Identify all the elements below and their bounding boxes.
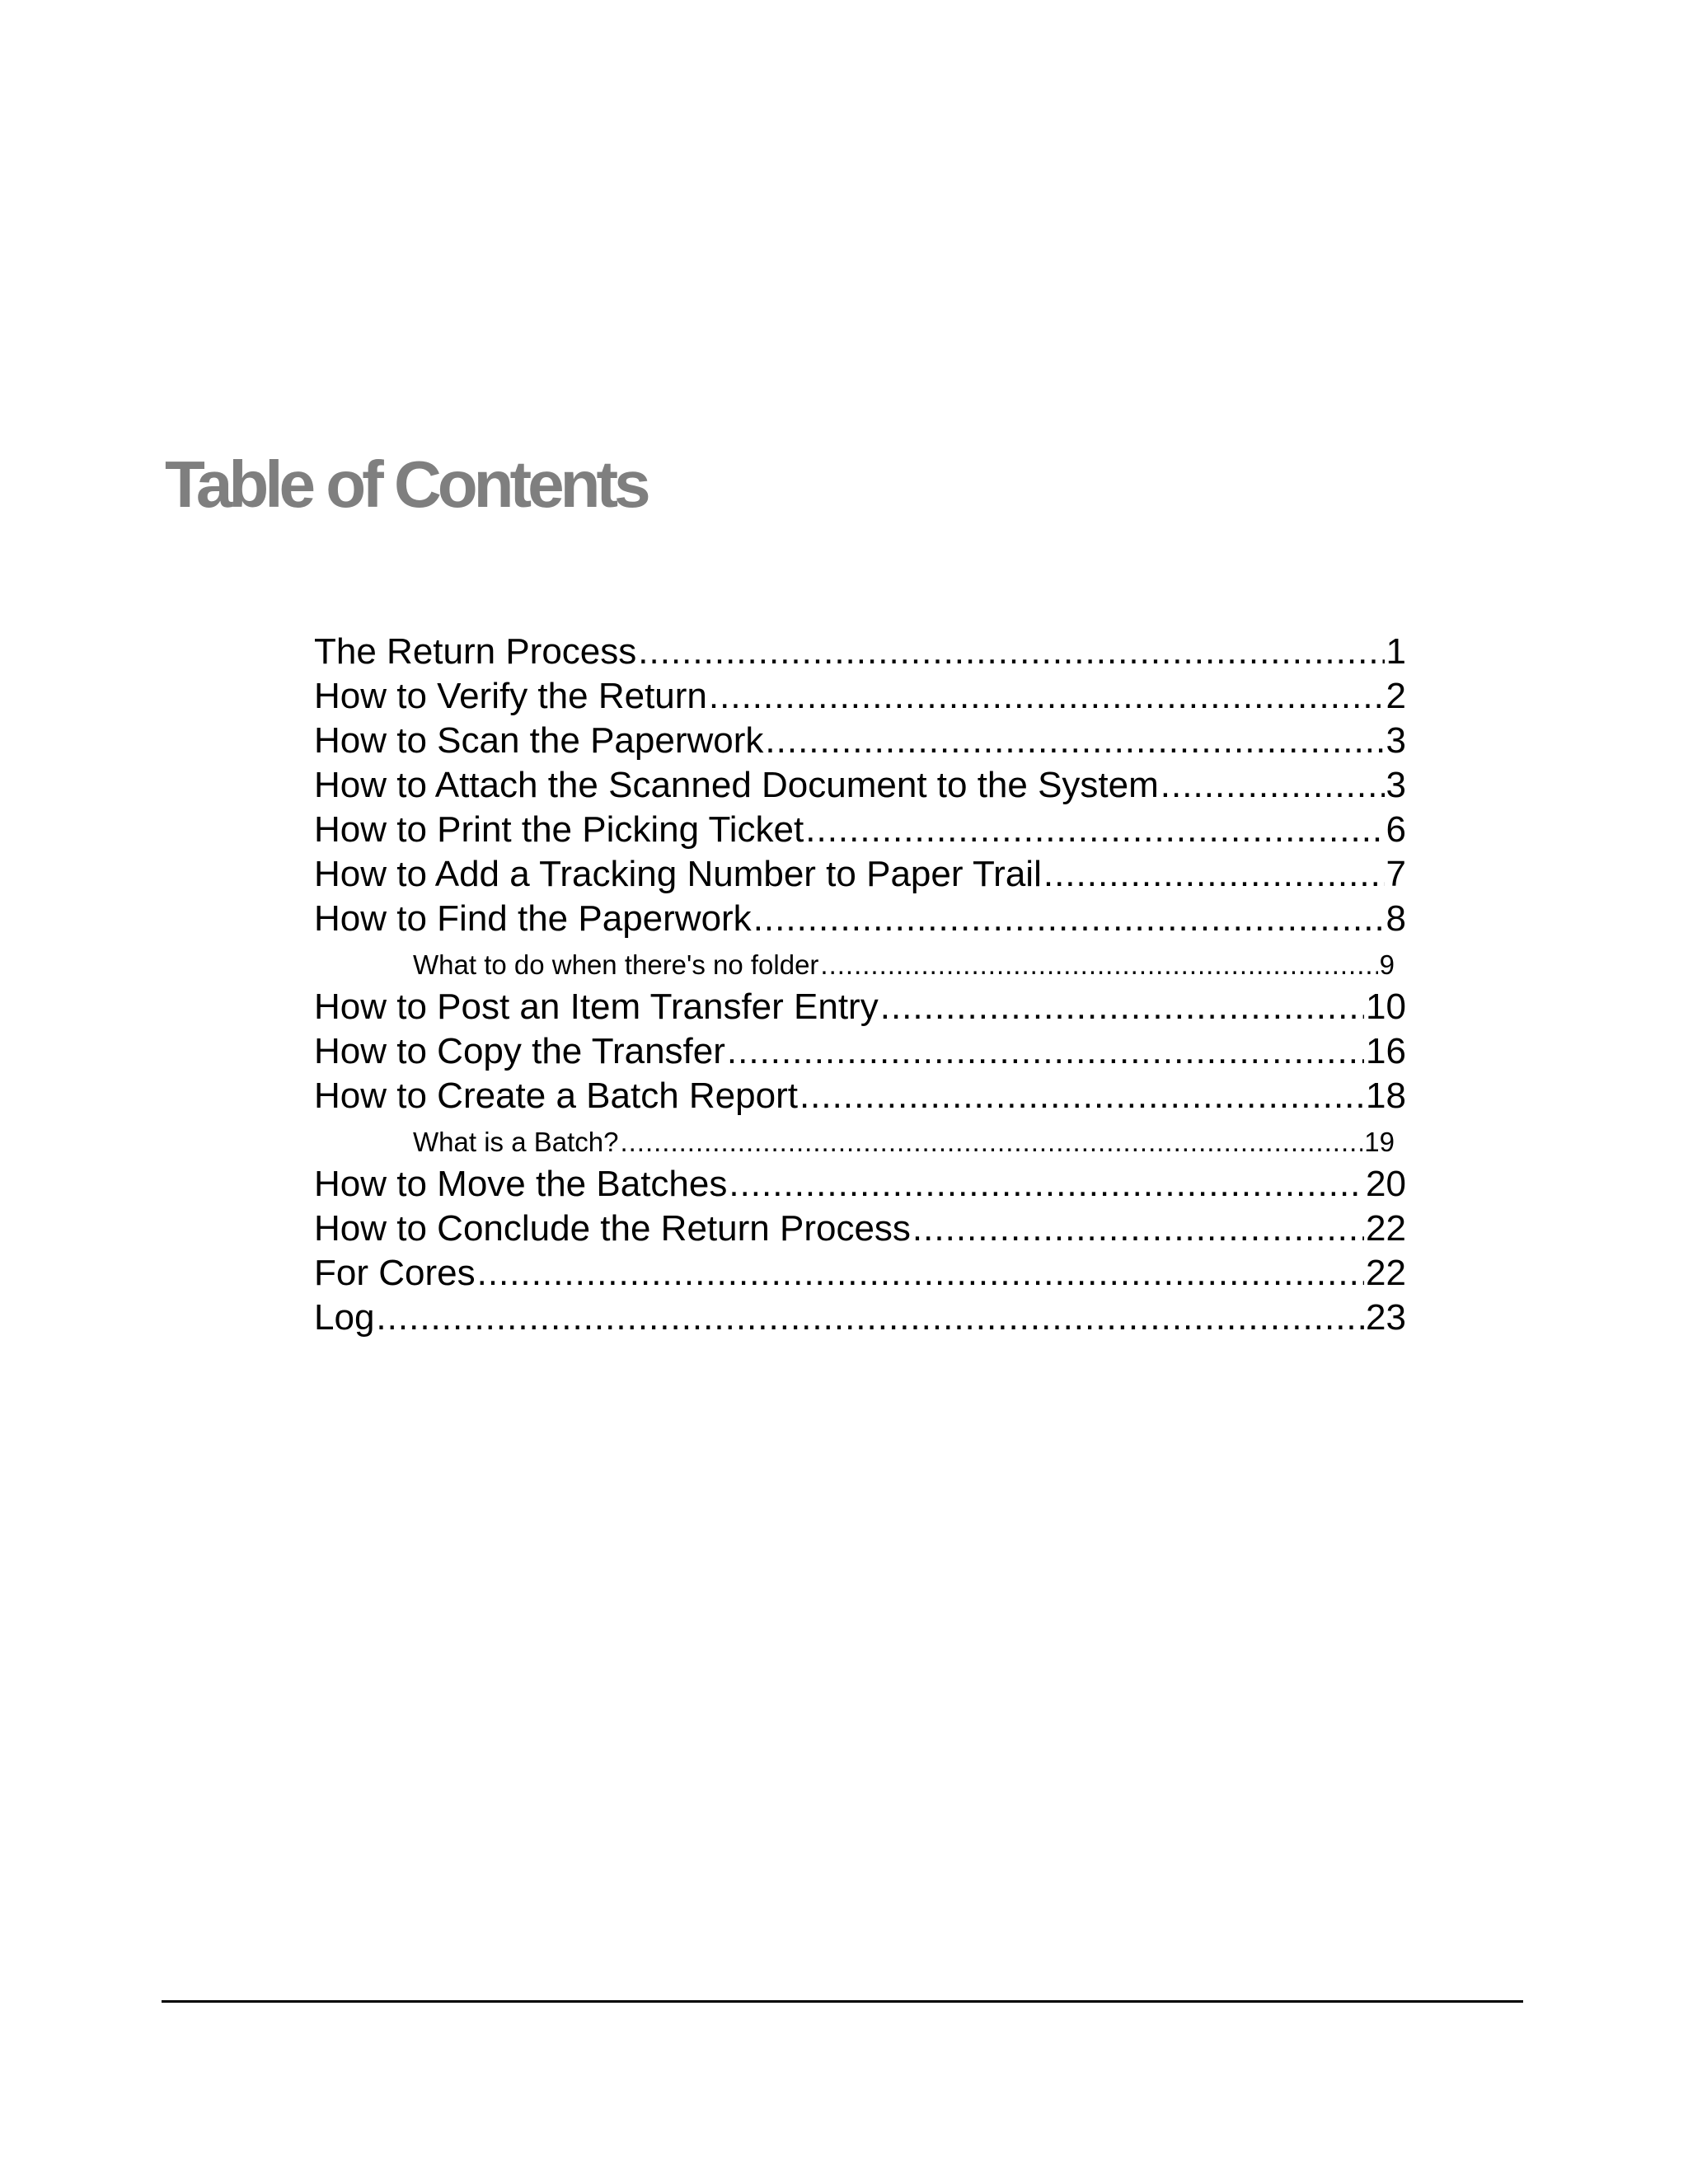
toc-subentry	[314, 1118, 1406, 1162]
toc-entry-page: 7	[1386, 854, 1406, 894]
toc-entry	[314, 808, 1406, 852]
toc-entry-page: 22	[1366, 1208, 1406, 1249]
toc-leader-dots	[1043, 852, 1385, 897]
toc-entry-page: 8	[1386, 898, 1406, 939]
toc-entry-label: How to Post an Item Transfer Entry	[314, 987, 879, 1027]
toc-entry-label: How to Print the Picking Ticket	[314, 809, 804, 850]
toc-leader-dots	[880, 985, 1364, 1029]
toc-entry	[314, 1251, 1406, 1296]
toc-entry-page: 16	[1366, 1031, 1406, 1071]
toc-entry	[314, 1074, 1406, 1118]
toc-leader-dots	[799, 1074, 1364, 1118]
page-title: Table of Contents	[165, 448, 647, 521]
toc-entry-label: How to Move the Batches	[314, 1164, 728, 1204]
toc-entry	[314, 852, 1406, 897]
toc-leader-dots	[709, 674, 1385, 719]
toc-entry-page: 3	[1386, 765, 1406, 805]
toc-entry-page: 6	[1386, 809, 1406, 850]
toc-entry-label: How to Verify the Return	[314, 676, 707, 716]
toc-entry	[314, 897, 1406, 941]
toc-leader-dots	[753, 897, 1385, 941]
toc-entry-label: How to Create a Batch Report	[314, 1076, 798, 1116]
toc-entry-label: What to do when there's no folder	[413, 949, 819, 980]
toc-entry-page: 20	[1366, 1164, 1406, 1204]
footer-divider	[162, 2000, 1523, 2003]
toc-entry-label: How to Copy the Transfer	[314, 1031, 725, 1071]
toc-entry	[314, 1207, 1406, 1251]
toc-entry-page: 2	[1386, 676, 1406, 716]
toc-entry-label: Log	[314, 1297, 375, 1338]
toc-entry-label: The Return Process	[314, 631, 637, 672]
toc-entry-page: 3	[1386, 720, 1406, 761]
toc-entry-label: How to Attach the Scanned Document to the System	[314, 765, 1159, 805]
toc-entry-page: 19	[1364, 1127, 1395, 1157]
toc-entry	[314, 985, 1406, 1029]
toc-entry-label: How to Conclude the Return Process	[314, 1208, 911, 1249]
toc-entry-page: 10	[1366, 987, 1406, 1027]
toc-leader-dots	[1160, 763, 1385, 808]
toc-entry	[314, 763, 1406, 808]
toc-leader-dots	[765, 719, 1384, 763]
toc-leader-dots	[638, 630, 1384, 674]
toc-entry-page: 22	[1366, 1253, 1406, 1293]
toc-subentry	[314, 941, 1406, 985]
toc-entry	[314, 1029, 1406, 1074]
toc-list	[314, 630, 1406, 1340]
toc-entry	[314, 1162, 1406, 1207]
toc-leader-dots	[477, 1251, 1364, 1296]
toc-leader-dots	[820, 941, 1377, 985]
toc-entry-page: 23	[1366, 1297, 1406, 1338]
toc-entry-label: For Cores	[314, 1253, 476, 1293]
toc-entry	[314, 630, 1406, 674]
toc-entry-label: How to Find the Paperwork	[314, 898, 752, 939]
toc-entry-page: 9	[1379, 949, 1395, 980]
toc-entry-label: What is a Batch?	[413, 1127, 619, 1157]
toc-leader-dots	[376, 1296, 1364, 1340]
toc-entry-page: 18	[1366, 1076, 1406, 1116]
toc-entry	[314, 1296, 1406, 1340]
toc-entry-label: How to Add a Tracking Number to Paper Trail	[314, 854, 1042, 894]
toc-leader-dots	[620, 1118, 1362, 1162]
toc-entry-page: 1	[1386, 631, 1406, 672]
toc-entry	[314, 674, 1406, 719]
toc-entry	[314, 719, 1406, 763]
toc-leader-dots	[727, 1029, 1364, 1074]
toc-leader-dots	[729, 1162, 1364, 1207]
toc-entry-label: How to Scan the Paperwork	[314, 720, 764, 761]
toc-leader-dots	[912, 1207, 1364, 1251]
toc-leader-dots	[805, 808, 1384, 852]
